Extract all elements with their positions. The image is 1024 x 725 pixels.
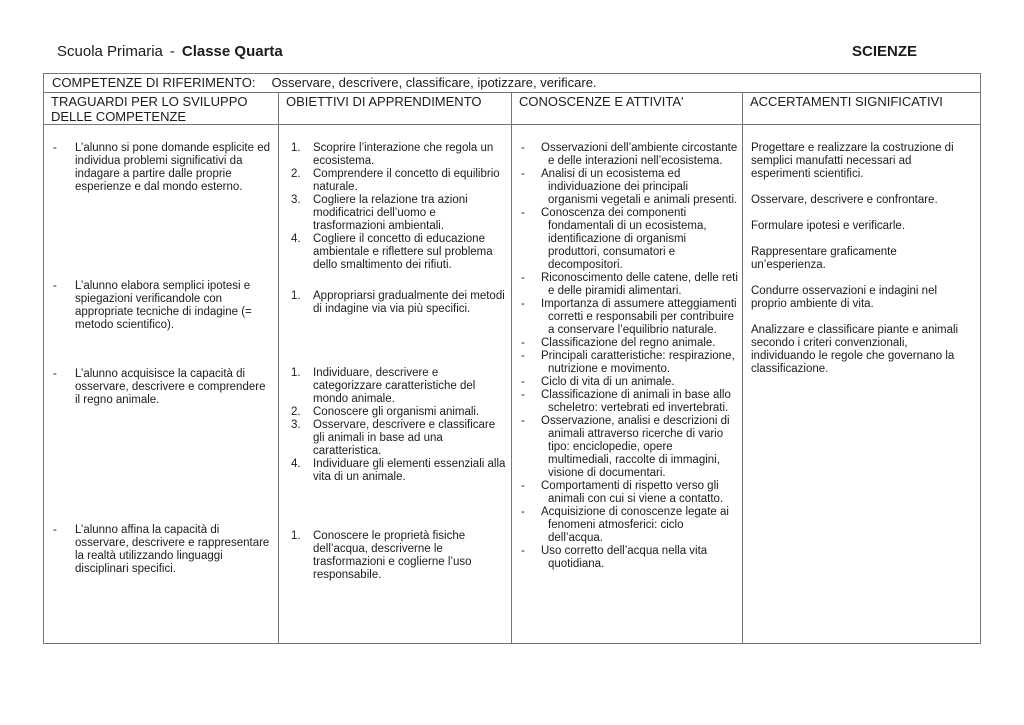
list-item <box>521 480 738 506</box>
traguardi-cell <box>44 125 279 643</box>
column-header-accertamenti: ACCERTAMENTI SIGNIFICATIVI <box>750 94 943 109</box>
item-marker: - <box>521 506 525 518</box>
item-marker: - <box>521 272 525 284</box>
item-text: Cogliere la relazione tra azioni modificatrici dell’uomo e trasformazioni ambientali. <box>313 194 468 232</box>
subject-title: SCIENZE <box>852 43 918 60</box>
title-separator: - <box>169 43 175 60</box>
list-item <box>291 419 507 458</box>
list-item <box>521 272 738 298</box>
numbered-block <box>291 367 507 484</box>
list-item <box>291 458 507 484</box>
item-marker: - <box>53 368 57 380</box>
list-item <box>291 142 507 168</box>
item-marker: - <box>521 545 525 557</box>
list-item <box>291 530 507 582</box>
item-text: Uso corretto dell’acqua nella vita quotidiana. <box>541 545 708 570</box>
item-marker: - <box>53 524 57 536</box>
list-item <box>291 168 507 194</box>
list-item <box>521 207 738 272</box>
item-text: Conoscere gli organismi animali. <box>313 406 480 418</box>
list-item <box>291 194 507 233</box>
item-marker: - <box>53 142 57 154</box>
item-text: Principali caratteristiche: respirazione, nutrizione e movimento. <box>541 350 735 375</box>
item-text: Acquisizione di conoscenze legate ai fenomeni atmosferici: ciclo dell’acqua. <box>541 506 729 544</box>
paragraph-list <box>751 142 973 389</box>
item-marker: 2. <box>291 406 301 418</box>
school-level-label: Scuola Primaria <box>57 43 163 60</box>
item-marker: - <box>521 207 525 219</box>
item-text: Conoscenza dei componenti fondamentali di un ecosistema, identificazione di organismi produttori, consumatori e decompositori. <box>541 207 707 271</box>
paragraph: Analizzare e classificare piante e animali secondo i criteri convenzionali, individuando le regole che governano la classificazione. <box>751 324 959 375</box>
item-text: Individuare gli elementi essenziali alla vita di un animale. <box>313 458 506 483</box>
accertamenti-cell <box>743 125 980 643</box>
item-marker: - <box>521 415 525 427</box>
item-text: Osservazione, analisi e descrizioni di animali attraverso ricerche di vario tipo: enciclopedie, opere multimediali, raccolte di immagini, visione di documentari. <box>541 415 730 479</box>
list-item <box>521 168 738 207</box>
item-text: Conoscere le proprietà fisiche dell’acqua, descriverne le trasformazioni e coglierne l’uso responsabile. <box>313 530 472 581</box>
list-item <box>291 367 507 406</box>
item-text: Scoprire l’interazione che regola un ecosistema. <box>313 142 494 167</box>
item-marker: 4. <box>291 458 301 470</box>
item-marker: - <box>521 480 525 492</box>
paragraph: Progettare e realizzare la costruzione di semplici manufatti necessari ad esperimenti scientifici. <box>751 142 954 180</box>
list-item <box>53 280 270 332</box>
item-text: Appropriarsi gradualmente dei metodi di indagine via via più specifici. <box>313 290 505 315</box>
competenze-label: COMPETENZE DI RIFERIMENTO: <box>52 75 256 90</box>
item-marker: - <box>521 337 525 349</box>
item-text: Comprendere il concetto di equilibrio naturale. <box>313 168 500 193</box>
list-item <box>521 337 738 350</box>
item-text: Riconoscimento delle catene, delle reti e delle piramidi alimentari. <box>541 272 738 297</box>
list-item <box>521 545 738 571</box>
paragraph: Formulare ipotesi e verificarle. <box>751 220 906 232</box>
page-title <box>57 43 283 60</box>
dash-list <box>521 142 738 571</box>
curriculum-table <box>43 73 981 644</box>
table-header-row <box>44 93 980 125</box>
item-marker: - <box>521 298 525 310</box>
list-item <box>291 290 507 316</box>
table-body-row <box>44 125 980 643</box>
list-item <box>521 415 738 480</box>
item-marker: 1. <box>291 142 301 154</box>
list-item <box>521 376 738 389</box>
numbered-block <box>291 142 507 272</box>
list-item <box>53 524 270 576</box>
list-item <box>521 389 738 415</box>
competenze-row <box>44 74 980 93</box>
item-text: Individuare, descrivere e categorizzare caratteristiche del mondo animale. <box>313 367 476 405</box>
item-marker: 3. <box>291 419 301 431</box>
item-text: Cogliere il concetto di educazione ambientale e riflettere sul problema dello smaltimento dei rifiuti. <box>313 233 493 271</box>
column-header-traguardi: TRAGUARDI PER LO SVILUPPO DELLE COMPETENZE <box>44 93 279 124</box>
item-marker: - <box>521 376 525 388</box>
item-marker: - <box>521 142 525 154</box>
item-marker: 2. <box>291 168 301 180</box>
list-item <box>521 298 738 337</box>
list-item <box>291 406 507 419</box>
item-text: Osservazioni dell’ambiente circostante e delle interazioni nell’ecosistema. <box>541 142 738 167</box>
item-text: L’alunno acquisisce la capacità di osservare, descrivere e comprendere il regno animale. <box>75 368 266 406</box>
item-marker: - <box>521 350 525 362</box>
item-text: L’alunno elabora semplici ipotesi e spiegazioni verificandole con appropriate tecniche di indagine (= metodo scientifico). <box>75 280 252 331</box>
item-marker: 3. <box>291 194 301 206</box>
class-name-label: Classe Quarta <box>181 43 283 60</box>
item-marker: 1. <box>291 290 301 302</box>
item-marker: 1. <box>291 367 301 379</box>
item-marker: - <box>521 168 525 180</box>
item-marker: 1. <box>291 530 301 542</box>
numbered-block <box>291 530 507 582</box>
list-item <box>521 350 738 376</box>
item-text: Classificazione del regno animale. <box>541 337 716 349</box>
competenze-value: Osservare, descrivere, classificare, ipotizzare, verificare. <box>271 75 597 90</box>
item-text: Analisi di un ecosistema ed individuazione dei principali organismi vegetali e animali presenti. <box>541 168 738 206</box>
item-marker: - <box>521 389 525 401</box>
item-text: Comportamenti di rispetto verso gli animali con cui si viene a contatto. <box>541 480 724 505</box>
item-marker: 4. <box>291 233 301 245</box>
list-item <box>53 142 270 194</box>
item-text: L’alunno affina la capacità di osservare, descrivere e rappresentare la realtà utilizzando linguaggi disciplinari specifici. <box>75 524 270 575</box>
item-marker: - <box>53 280 57 292</box>
obiettivi-cell <box>279 125 512 643</box>
numbered-block <box>291 290 507 316</box>
item-text: Osservare, descrivere e classificare gli animali in base ad una caratteristica. <box>313 419 496 457</box>
paragraph: Osservare, descrivere e confrontare. <box>751 194 938 206</box>
paragraph: Rappresentare graficamente un’esperienza. <box>751 246 897 271</box>
item-text: Importanza di assumere atteggiamenti corretti e responsabili per contribuire a conservare l’equilibrio naturale. <box>541 298 737 336</box>
list-item <box>291 233 507 272</box>
item-text: Ciclo di vita di un animale. <box>541 376 675 388</box>
list-item <box>521 506 738 545</box>
item-text: Classificazione di animali in base allo scheletro: vertebrati ed invertebrati. <box>541 389 731 414</box>
item-text: L’alunno si pone domande esplicite ed individua problemi significativi da indagare a partire dalle proprie esperienze e dal mondo esterno. <box>75 142 271 193</box>
list-item <box>53 368 270 407</box>
conoscenze-cell <box>512 125 743 643</box>
column-header-conoscenze: CONOSCENZE E ATTIVITA' <box>512 93 743 124</box>
list-item <box>521 142 738 168</box>
column-header-obiettivi: OBIETTIVI DI APPRENDIMENTO <box>279 93 512 124</box>
paragraph: Condurre osservazioni e indagini nel proprio ambiente di vita. <box>751 285 938 310</box>
